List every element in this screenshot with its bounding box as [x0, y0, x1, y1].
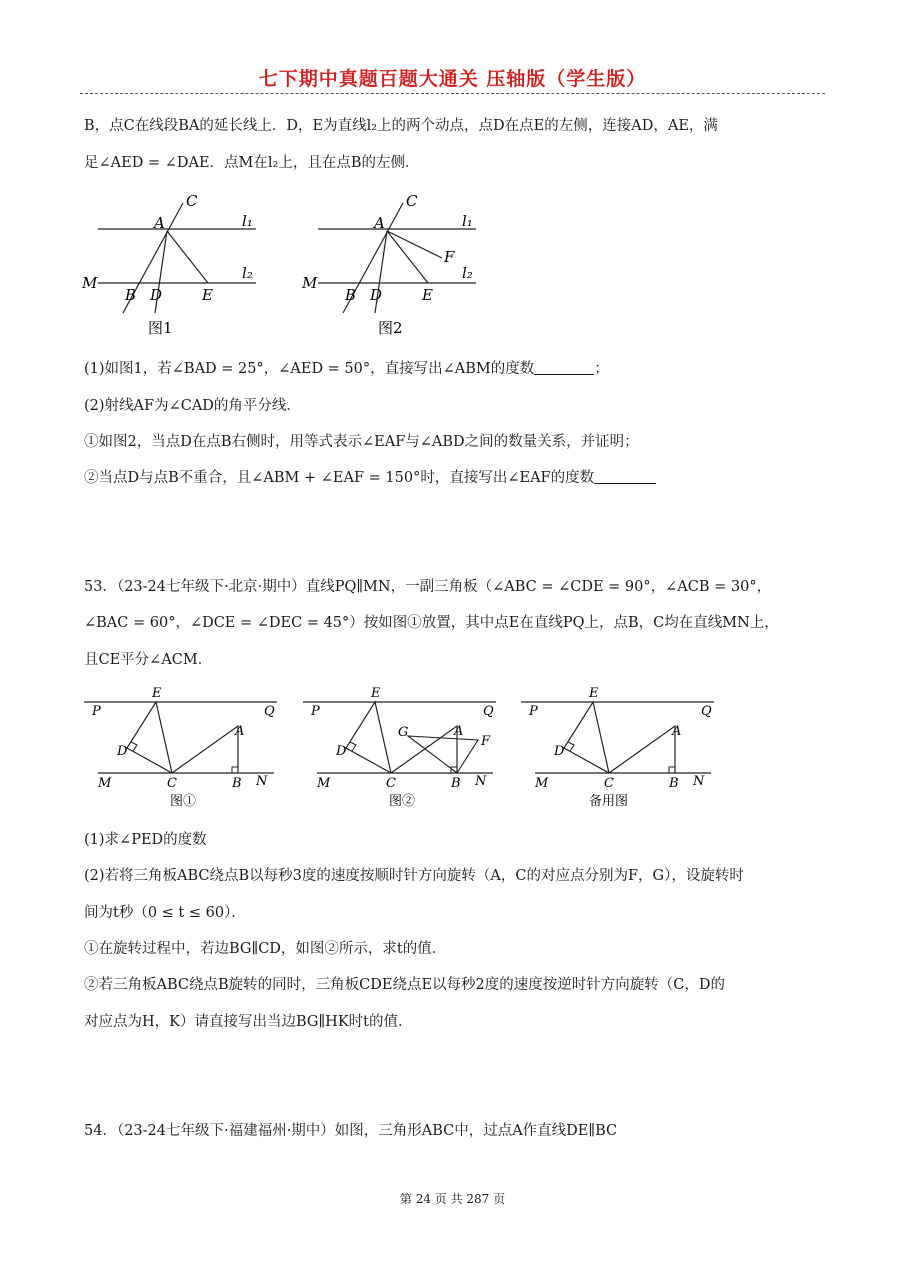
- p52-fig2-caption: 图2: [378, 319, 403, 337]
- header-divider: [80, 93, 825, 94]
- p53-fig2-label-P: P: [311, 704, 320, 719]
- p53-fig1-label-E: E: [152, 686, 162, 701]
- p52-q2-1: ①如图2，当点D在点B右侧时，用等式表示∠EAF与∠ABD之间的数量关系，并证明；: [84, 434, 639, 450]
- p52-fig1-label-l2: l₂: [242, 264, 253, 282]
- p53-fig2-label-M: M: [317, 776, 331, 791]
- p52-fig2-label-E: E: [422, 286, 433, 304]
- p53-fig2-label-A: A: [454, 724, 464, 739]
- p53-fig1: [84, 686, 277, 809]
- p52-q1-text: (1)如图1，若∠BAD = 25°，∠AED = 50°，直接写出∠ABM的度数: [84, 361, 535, 377]
- p53-line2: ∠BAC = 60°，∠DCE = ∠DEC = 45°）按如图①放置，其中点E在直线PQ上，点B，C均在直线MN上，: [84, 615, 779, 631]
- p53-fig1-label-Q: Q: [264, 704, 275, 719]
- p54-line1: 54．（23-24七年级下·福建福州·期中）如图，三角形ABC中，过点A作直线DE∥BC: [84, 1123, 618, 1139]
- p53-figures: [80, 683, 730, 813]
- p52-figures: [80, 188, 500, 340]
- p53-fig2-label-N: N: [475, 774, 487, 789]
- p52-q2-2: [84, 468, 656, 488]
- p53-fig2-label-F: F: [481, 734, 491, 749]
- p53-fig2-label-D: D: [336, 744, 347, 759]
- p53-fig3-label-Q: Q: [701, 704, 712, 719]
- p53-q2-1: ①在旋转过程中，若边BG∥CD，如图②所示，求t的值．: [84, 941, 447, 957]
- p53-q1: (1)求∠PED的度数: [84, 832, 207, 848]
- p52-fig1-label-D: D: [150, 286, 163, 304]
- page-footer-number: 第 24 页 共 287 页: [399, 1192, 506, 1206]
- p53-fig1-label-P: P: [92, 704, 101, 719]
- p53-fig3: [521, 686, 714, 809]
- p53-q2-line2: 间为t秒（0 ≤ t ≤ 60）．: [84, 905, 246, 921]
- p52-fig2-label-F: F: [444, 248, 455, 266]
- p52-intro-line1: B，点C在线段BA的延长线上．D，E为直线l₂上的两个动点，点D在点E的左侧，连接AD，AE，满: [84, 118, 718, 134]
- p53-fig1-caption: 图①: [170, 794, 197, 809]
- p53-line1: 53．（23-24七年级下·北京·期中）直线PQ∥MN，一副三角板（∠ABC = ∠CDE = 90°，∠ACB = 30°，: [84, 579, 772, 595]
- p52-fig1: [81, 192, 256, 337]
- p52-q2-2-answer-blank[interactable]: [594, 468, 656, 484]
- p53-fig2-caption: 图②: [389, 794, 416, 809]
- p52-fig1-label-C: C: [186, 192, 198, 210]
- p52-fig2-label-C: C: [406, 192, 418, 210]
- p52-q2-2-text: ②当点D与点B不重合，且∠ABM + ∠EAF = 150°时，直接写出∠EAF的度数: [84, 470, 595, 486]
- p52-fig2-label-A: A: [374, 214, 385, 232]
- p53-fig3-caption: 备用图: [589, 794, 629, 809]
- p53-fig2-label-Q: Q: [483, 704, 494, 719]
- p52-intro-line2: 足∠AED = ∠DAE．点M在l₂上，且在点B的左侧．: [84, 155, 420, 171]
- p52-fig1-label-B: B: [125, 286, 137, 304]
- p53-fig1-label-N: N: [256, 774, 268, 789]
- p53-fig2-label-C: C: [386, 776, 396, 791]
- p52-fig2-label-l2: l₂: [462, 264, 473, 282]
- p52-q1: [84, 359, 609, 379]
- p53-fig3-label-M: M: [535, 776, 549, 791]
- p52-fig2-label-M: M: [302, 274, 318, 292]
- p53-line3: 且CE平分∠ACM．: [84, 652, 213, 668]
- p53-fig2-label-G: G: [398, 725, 409, 740]
- p53-fig2-label-E: E: [371, 686, 381, 701]
- p52-fig2-label-D: D: [370, 286, 383, 304]
- p53-q2-line1: (2)若将三角板ABC绕点B以每秒3度的速度按顺时针方向旋转（A，C的对应点分别为F，G），设旋转时: [84, 868, 744, 884]
- p53-fig1-label-M: M: [98, 776, 112, 791]
- p53-fig1-label-A: A: [235, 724, 245, 739]
- p53-fig3-label-N: N: [693, 774, 705, 789]
- p52-fig1-caption: 图1: [148, 319, 173, 337]
- p52-fig2-label-l1: l₁: [462, 212, 473, 230]
- p52-q1-end: ；: [594, 361, 609, 377]
- p52-q1-answer-blank[interactable]: [534, 359, 594, 375]
- p53-fig2-label-B: B: [451, 776, 461, 791]
- p53-fig1-label-C: C: [167, 776, 177, 791]
- p52-fig1-label-E: E: [202, 286, 213, 304]
- page-header-title: 七下期中真题百题大通关 压轴版（学生版）: [258, 68, 647, 90]
- p53-fig2: [303, 686, 496, 809]
- p53-fig3-label-A: A: [672, 724, 682, 739]
- p52-q2: (2)射线AF为∠CAD的角平分线．: [84, 398, 301, 414]
- p53-fig3-label-B: B: [669, 776, 679, 791]
- p53-fig3-label-C: C: [604, 776, 614, 791]
- p53-fig3-label-P: P: [529, 704, 538, 719]
- p53-fig3-label-E: E: [589, 686, 599, 701]
- p53-fig1-label-B: B: [232, 776, 242, 791]
- p52-fig2: [301, 192, 476, 337]
- p52-fig1-label-A: A: [154, 214, 165, 232]
- p52-fig1-label-l1: l₁: [242, 212, 253, 230]
- p53-fig1-label-D: D: [117, 744, 128, 759]
- p52-fig1-label-M: M: [82, 274, 98, 292]
- p53-q2-2-line2: 对应点为H，K）请直接写出当边BG∥HK时t的值．: [84, 1014, 413, 1030]
- p53-q2-2-line1: ②若三角板ABC绕点B旋转的同时，三角板CDE绕点E以每秒2度的速度按逆时针方向旋转（C，D的: [84, 977, 725, 993]
- p52-fig2-label-B: B: [345, 286, 357, 304]
- p53-fig3-label-D: D: [554, 744, 565, 759]
